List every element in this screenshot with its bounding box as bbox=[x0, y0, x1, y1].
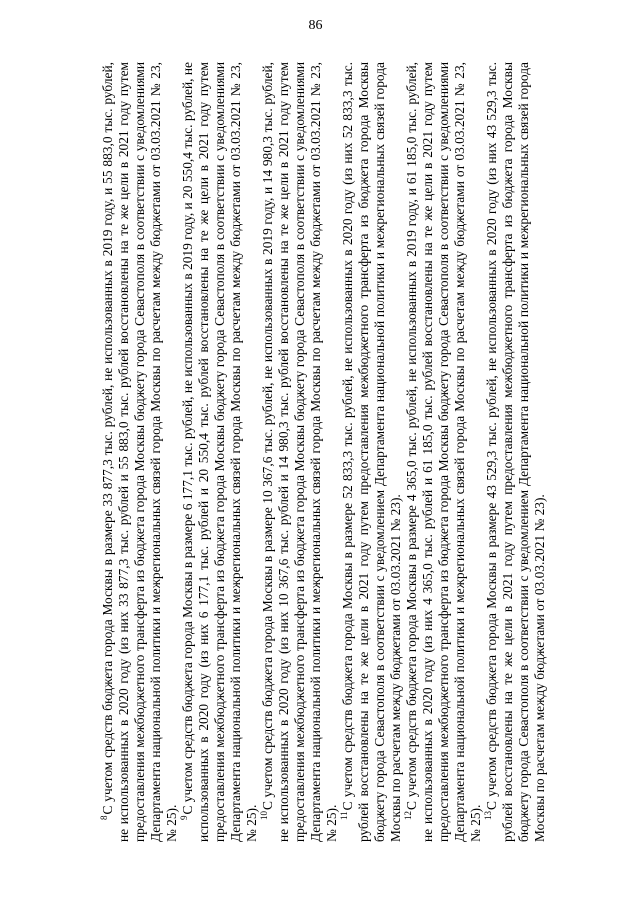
footnote-12 bbox=[404, 62, 484, 842]
footnote-8 bbox=[100, 62, 180, 842]
footnote-text: С учетом средств бюджета города Москвы в размере 6 177,1 тыс. рублей, не использованных в 2019 году, и 20 550,4 тыс. рублей, не использованных в 2020 году (из них 6 177,1 тыс. рублей и 20 550,4 тыс. рублей восстановлены на те же цели в 2021 году путем предоставления межбюджетного трансферта из бюджета города Москвы бюджету города Севастополя в соответствии с уведомлениями Департамента национальной политики и межрегиональных связей города Москвы по расчетам между бюджетами от 03.03.2021 № 23, № 25). bbox=[180, 62, 259, 842]
footnote-mark: 10 bbox=[258, 811, 269, 820]
footnote-mark: 13 bbox=[482, 811, 493, 820]
footnote-10 bbox=[260, 62, 340, 842]
footnotes-block bbox=[100, 62, 580, 842]
page-number: 86 bbox=[308, 18, 323, 33]
footnote-text: С учетом средств бюджета города Москвы в размере 4 365,0 тыс. рублей, не использованных в 2019 году, и 61 185,0 тыс. рублей, не использованных в 2020 году (из них 4 365,0 тыс. рублей и 61 185,0 тыс. рублей восстановлены на те же цели в 2021 году путем предоставления межбюджетного трансферта из бюджета города Москвы бюджету города Севастополя в соответствии с уведомлениями Департамента национальной политики и межрегиональных связей города Москвы по расчетам между бюджетами от 03.03.2021 № 23, № 25). bbox=[404, 62, 483, 842]
footnote-9 bbox=[180, 62, 260, 842]
footnote-mark: 12 bbox=[402, 811, 413, 820]
footnote-mark: 9 bbox=[178, 815, 189, 820]
footnote-13 bbox=[484, 62, 548, 842]
footnote-mark: 8 bbox=[98, 815, 109, 820]
footnote-mark: 11 bbox=[338, 811, 349, 820]
footnote-text: С учетом средств бюджета города Москвы в размере 43 529,3 тыс. рублей, не использованных в 2020 году (из них 43 529,3 тыс. рублей восстановлены на те же цели в 2021 году путем предоставления межбюджетного трансферта из бюджета города Москвы бюджету города Севастополя в соответствии с уведомлением Департамента национальной политики и межрегиональных связей города Москвы по расчетам между бюджетами от 03.03.2021 № 23). bbox=[484, 62, 547, 842]
footnote-11 bbox=[340, 62, 404, 842]
footnote-text: С учетом средств бюджета города Москвы в размере 10 367,6 тыс. рублей, не использованных в 2019 году, и 14 980,3 тыс. рублей, не использованных в 2020 году (из них 10 367,6 тыс. рублей и 14 980,3 тыс. рублей восстановлены на те же цели в 2021 году путем предоставления межбюджетного трансферта из бюджета города Москвы бюджету города Севастополя в соответствии с уведомлениями Департамента национальной политики и межрегиональных связей города Москвы по расчетам между бюджетами от 03.03.2021 № 23, № 25). bbox=[260, 62, 339, 842]
footnote-text: С учетом средств бюджета города Москвы в размере 33 877,3 тыс. рублей, не использованных в 2019 году, и 55 883,0 тыс. рублей, не использованных в 2020 году (из них 33 877,3 тыс. рублей и 55 883,0 тыс. рублей восстановлены на те же цели в 2021 году путем предоставления межбюджетного трансферта из бюджета города Москвы бюджету города Севастополя в соответствии с уведомлениями Департамента национальной политики и межрегиональных связей города Москвы по расчетам между бюджетами от 03.03.2021 № 23, № 25). bbox=[100, 62, 179, 842]
footnote-text: С учетом средств бюджета города Москвы в размере 52 833,3 тыс. рублей, не использованных в 2020 году (из них 52 833,3 тыс. рублей восстановлены на те же цели в 2021 году путем предоставления межбюджетного трансферта из бюджета города Москвы бюджету города Севастополя в соответствии с уведомлением Департамента национальной политики и межрегиональных связей города Москвы по расчетам между бюджетами от 03.03.2021 № 23). bbox=[340, 62, 403, 842]
